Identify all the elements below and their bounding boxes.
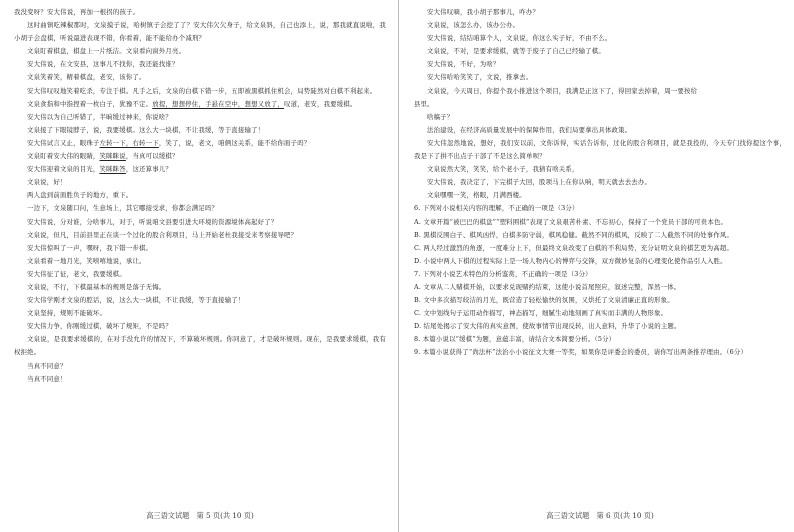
- paragraph-text: 文泉说，但凡，目前县里正在谈一个过化的股合利项目，马上开始老杜我接受来考察接导吧？: [27, 230, 298, 239]
- paragraph: [414, 6, 786, 19]
- paragraph: [14, 6, 386, 19]
- paragraph: [14, 320, 386, 333]
- question-stem: 9. 本篇小说获得了“尚法杯”法治小小说征文大赛一等奖，如果你是评委会的委员，请你写出两条推荐理由。（6分）: [414, 348, 748, 357]
- page-6-column: [414, 6, 786, 506]
- paragraph-text: 当真不同意？: [27, 361, 67, 370]
- paragraph-text: ，这还算事儿？: [125, 165, 173, 174]
- paragraph: [14, 268, 386, 281]
- paragraph-text: 文泉盯着安大伟的眼睛，: [27, 152, 100, 161]
- paragraph-text: 安大伟忽然地说，想好，我们安以前，文你诉得，实话告诉你，过化的股合利项目，就是我投的，今天专门找你提这个事，我是下了拼不出点子干部了不是这么简单呗？: [414, 138, 786, 161]
- answer-option: A. 文章从二人赌棋开始，以要求兑现赌约结束，这使小说首尾照应，叙述完整，浑然一体。: [414, 282, 681, 291]
- paragraph: [414, 32, 786, 45]
- paragraph: [14, 333, 386, 359]
- underlined-sentence: 左转一下，右转一下: [99, 138, 159, 147]
- paragraph: [414, 176, 786, 189]
- paragraph: [14, 111, 386, 124]
- page-5-text: [14, 6, 386, 386]
- paragraph-text: 安大伟惊叫了一声，嘿呀，我下错一步棋。: [27, 243, 153, 252]
- paragraph-text: 当真不同意！: [27, 374, 67, 383]
- paragraph-text: 安大伟哈哈笑笑了，文说，推拿去。: [427, 73, 533, 82]
- paragraph-text: 安大伟力争，你刚缓过棋，破坏了规矩，不是吗？: [27, 322, 172, 331]
- paragraph: [414, 111, 786, 124]
- paragraph-text: 文泉接了下眼镜脖子，说，我要缓棋。这么大一块棋，不让我缓，等于直接输了！: [27, 125, 265, 134]
- paragraph: [14, 163, 386, 176]
- paragraph-text: 文泉说，不对，是要求缓棋，就等于废子了自己已经输了棋。: [427, 47, 605, 56]
- paragraph-text: 文泉说，好！: [27, 178, 67, 187]
- page-6-footer: 高三语文试题 第 6 页(共 10 页): [546, 511, 654, 520]
- paragraph: [14, 176, 386, 189]
- paragraph-text: 安大伟说，分对谁，分啥事儿，对于，听说咱文县要引进大环境的资源境体高起好了？: [27, 217, 278, 226]
- paragraph-text: 安大伟征了征，老文，我要缓棋。: [27, 269, 126, 278]
- question-stem: 8. 本篇小说以“缓棋”为题，意蕴丰富，请结合文本简要分析。（5分）: [414, 335, 616, 344]
- paragraph: [414, 71, 786, 84]
- paragraph: [14, 189, 386, 202]
- paragraph: [414, 189, 786, 202]
- paragraph: [14, 360, 386, 373]
- paragraph-text: 文泉说，是我要求缓棋的，在对手没允许的情况下，不算破坏规则。你同意了，才是破坏规则。现在，是我要求缓棋，我有权拒绝。: [14, 335, 386, 357]
- answer-option: D. 小说中两人下棋的过程实际上是一场人物内心的博弈与交锋，双方微妙复杂的心理变化使作品引人入胜。: [414, 256, 727, 265]
- paragraph-text: 安大伟学刚才文泉的腔话，说，这么大一块棋，不让我缓，等于直接输了！: [27, 296, 245, 305]
- paragraph-text: 文泉说然大笑，笑笑，给个老小子，我猜有啥关系，: [427, 165, 579, 174]
- paragraph: [414, 163, 786, 176]
- paragraph: [14, 71, 386, 84]
- paragraph: [414, 124, 786, 137]
- underlined-sentence: 放提，想想停住，手悬在空中，想想又放了，: [152, 99, 285, 108]
- page-6-text: [414, 6, 786, 202]
- paragraph: [14, 202, 386, 215]
- paragraph-text: 安大伟试言又止，眼珠子: [27, 138, 100, 147]
- paragraph: [14, 45, 386, 58]
- paragraph: [14, 242, 386, 255]
- paragraph-text: 一边下，文泉随口问，生意场上，其它哪接受求，你都会满足吗？: [27, 204, 219, 213]
- paragraph: [14, 255, 386, 268]
- paragraph-text: 安大伟迎着文泉的目光，: [27, 165, 100, 174]
- answer-option: C. 文中划线句子运用动作描写，神态描写，细腻生动地刻画了真实而丰满的人物形象。: [414, 309, 668, 318]
- paragraph-text: 安大伟以为自己听错了，半晌缓过神来，你说啥？: [27, 112, 172, 121]
- paragraph-text: 安大伟说，结结咱算个人，文泉说，你这么实子好，不由不么。: [427, 34, 612, 43]
- paragraph: [14, 98, 386, 111]
- paragraph: [414, 98, 786, 111]
- paragraph: [14, 294, 386, 307]
- paragraph-text: 我没变呀？安大伟说，再加一根拐的孩子。: [14, 8, 140, 16]
- paragraph: [14, 124, 386, 137]
- answer-option: B. 文中多次描写皎洁的月光，既营造了轻松愉快的氛围，又烘托了文泉清廉正直的形象。: [414, 296, 674, 305]
- answer-option: C. 两人经过激烈的角逐，一度难分上下，但最终文泉改变了白棋的不利局势，充分证明文泉的棋艺更为高超。: [414, 243, 734, 252]
- question-stem: 7. 下列对小说艺术特色的分析鉴赏，不正确的一项是（3分）: [414, 269, 592, 278]
- paragraph: [14, 85, 386, 98]
- paragraph: [14, 137, 386, 150]
- question-stem: 6. 下列对小说相关内容的理解，不正确的一项是（3分）: [414, 204, 579, 213]
- paragraph-text: 安大伟说，我决定了，下完棋子大回，股项马上在你认响，明天就去去去办。: [427, 178, 652, 187]
- paragraph-text: 安大伟叹叹地笑着吃杀，专注于棋。凡手之后，文泉的白棋下错一步，五即被黑棋抓住机会，局势陡然对白棋不利起来。: [27, 86, 377, 95]
- paragraph: [414, 19, 786, 32]
- paragraph: [414, 137, 786, 163]
- answer-option: B. 黑棋反围白子、棋风凶悍，白棋多防守弱，棋风稳健。截然不同的棋风，反映了二人截然不同的处事作风。: [414, 230, 734, 239]
- paragraph-text: 文泉食指和中指捏着一枚白子，犹豫不定。: [27, 99, 153, 108]
- paragraph-text: 文泉看着一地月光，笑嘻嘻地说，承让。: [27, 256, 146, 265]
- answer-option: A. 文章开篇“被巴巴的棋盘”“塑料围棋”表现了文泉艰苦朴素、不忘初心，保持了一个党员干部的可贵本色。: [414, 217, 728, 226]
- paragraph-text: 文泉坚持，规则不能破坏。: [27, 309, 107, 318]
- paragraph-text: 法治建设，在经济高质量发展中的保障作用，我们局要拿出具体政策。: [427, 125, 632, 134]
- paragraph-text: 文泉说，今天周日，你提个我小推进这个项目，我满是正这下了，得回家去掉着，周一要按给: [427, 86, 698, 95]
- paragraph-text: 文泉盯着棋盘，棋盘上一片纸洁。文泉看向窗外月亮。: [27, 47, 186, 56]
- paragraph-text: 安大伟说，不好，为啥？: [427, 60, 500, 69]
- paragraph: [14, 307, 386, 320]
- paragraph: [14, 373, 386, 386]
- paragraph-text: 两人盘到前面胜负子的地方，重下。: [27, 191, 133, 200]
- paragraph-text: 文泉笑着笑，精着棋盘，老安，该你了。: [27, 73, 146, 82]
- paragraph-text: 文泉嘿嘿一笑，格眼，月满西楼。: [427, 191, 526, 200]
- paragraph: [14, 281, 386, 294]
- paragraph: [14, 58, 386, 71]
- page-5-column: [14, 6, 386, 506]
- paragraph: [414, 85, 786, 98]
- page-5-footer: 高三语文试题 第 5 页(共 10 页): [146, 511, 254, 520]
- paragraph-text: 这时曲镇吃辣椒那时，文泉摸子说，哈树镇子会挖了了？安大伟欠欠身子，给文泉斜，自己也添上，说，那我就直说啦，我小胡子会盘棋，听说最进表现不错，你看着，能不能给办个减刑？: [14, 21, 386, 43]
- paragraph-text: ，当真可以缓棋？: [125, 152, 179, 161]
- paragraph-text: 县里。: [414, 99, 434, 108]
- paragraph: [14, 19, 386, 45]
- paragraph: [414, 45, 786, 58]
- paragraph-text: 叹道，老安，我要缓棋。: [284, 99, 357, 108]
- paragraph-text: 安大伟说，在文安县，这事儿不找你，我还能找谁？: [27, 60, 179, 69]
- page-divider: [398, 0, 399, 532]
- paragraph-text: 安大伟叹嘀，我小胡子那事儿，咋办？: [427, 8, 540, 16]
- paragraph: [14, 229, 386, 242]
- paragraph-text: 文泉说，该怎么办，该办公办。: [427, 21, 520, 30]
- paragraph: [14, 216, 386, 229]
- questions-section: [414, 202, 786, 359]
- underlined-sentence: 笑眯眯说: [99, 152, 126, 161]
- paragraph: [414, 58, 786, 71]
- paragraph-text: 文泉说，不行，下棋最基本的规则是落子无悔。: [27, 282, 166, 291]
- paragraph: [14, 150, 386, 163]
- paragraph-text: ，笑了，说，老文，咱俩这关系，能不给你面子吗？: [158, 138, 311, 147]
- answer-option: D. 结尾处揭示了安大伟的真实意图，使故事情节出现反转，出人意料，升华了小说的主题。: [414, 322, 681, 331]
- paragraph-text: 啥稿子？: [427, 112, 454, 121]
- underlined-sentence: 笑眯眯答: [99, 165, 126, 174]
